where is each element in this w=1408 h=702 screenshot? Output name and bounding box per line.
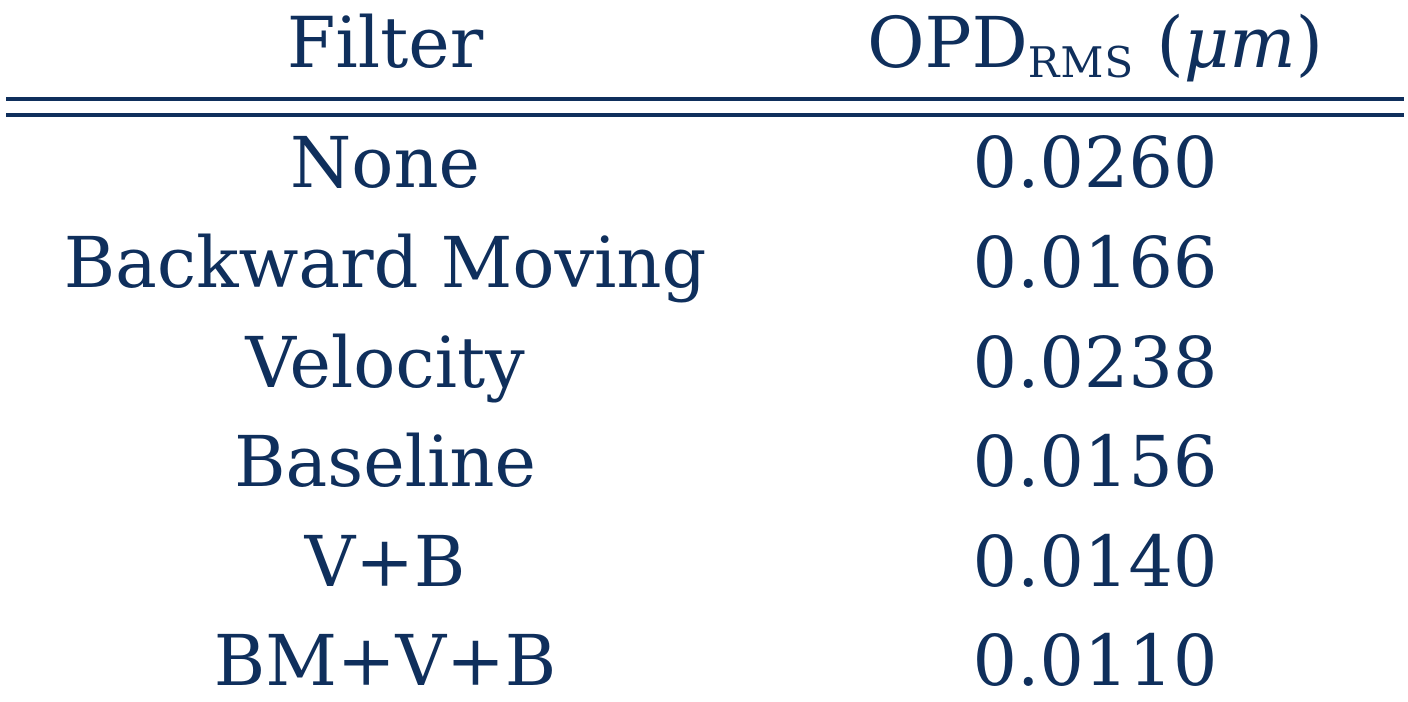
header-opd-subscript: RMS	[1027, 38, 1135, 87]
header-opd-main: OPD	[867, 2, 1028, 84]
row-opd-v-plus-b: 0.0140	[972, 521, 1218, 603]
row-filter-v-plus-b: V+B	[304, 521, 466, 603]
row-filter-bm-v-b: BM+V+B	[213, 620, 557, 702]
header-rule-top	[6, 97, 1404, 101]
row-filter-backward-moving: Backward Moving	[63, 222, 707, 304]
header-unit-close: )	[1295, 2, 1323, 84]
header-opd-rms	[760, 2, 1408, 87]
row-opd-none: 0.0260	[972, 122, 1218, 204]
row-opd-velocity: 0.0238	[972, 322, 1218, 404]
row-opd-backward-moving: 0.0166	[972, 222, 1218, 304]
header-filter: Filter	[286, 2, 484, 84]
row-filter-none: None	[290, 122, 480, 204]
header-unit: μm	[1183, 2, 1296, 84]
row-opd-bm-v-b: 0.0110	[972, 620, 1218, 702]
row-opd-baseline: 0.0156	[972, 421, 1218, 503]
row-filter-velocity: Velocity	[245, 322, 525, 404]
row-filter-baseline: Baseline	[234, 421, 536, 503]
header-rule-bottom	[6, 113, 1404, 117]
header-unit-open: (	[1156, 2, 1184, 84]
